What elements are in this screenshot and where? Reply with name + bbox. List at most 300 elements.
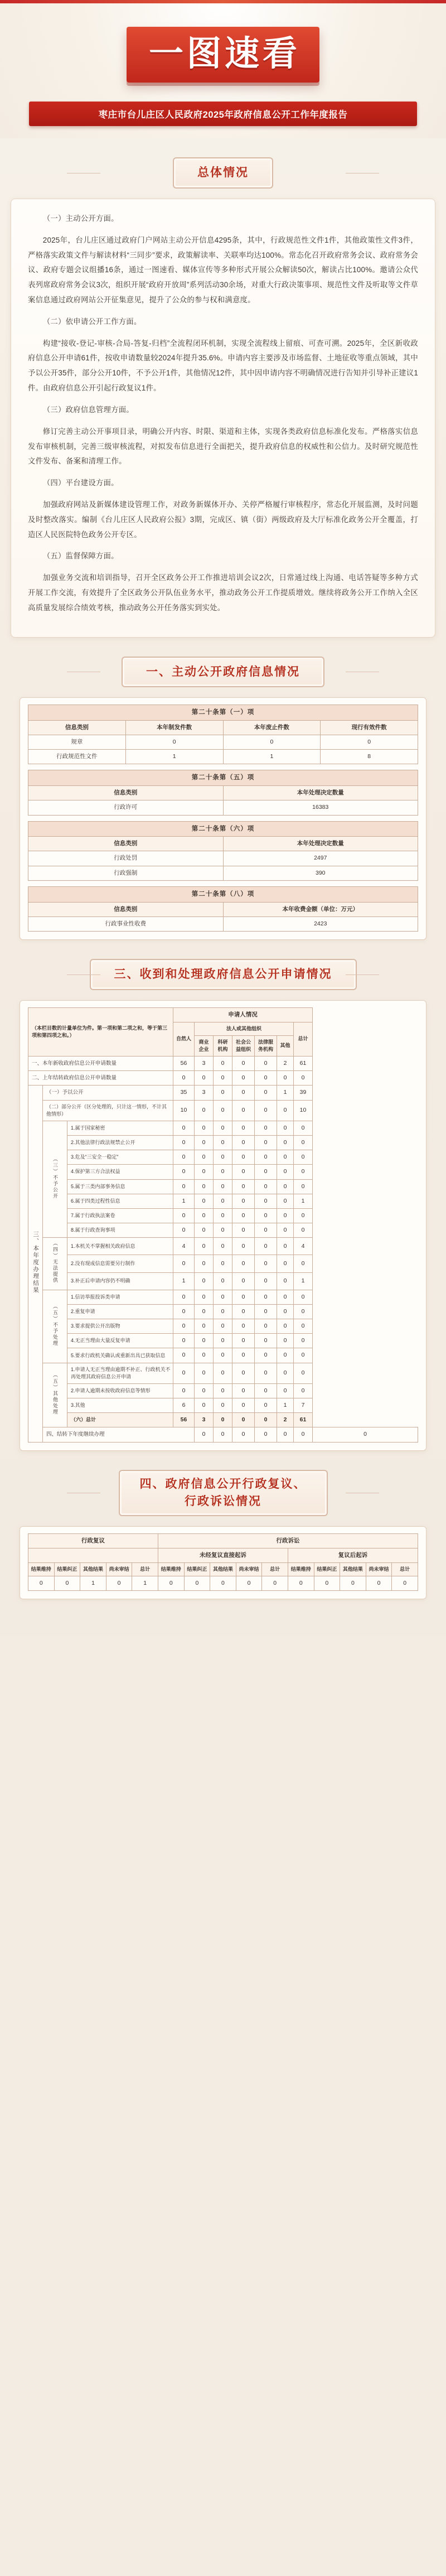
table-cell: 0 xyxy=(255,1194,277,1208)
table4-col: 结果纠正 xyxy=(314,1563,340,1576)
table-cell: 0 xyxy=(195,1238,214,1255)
table-cell: 0 xyxy=(255,1272,277,1290)
table-cell: 0 xyxy=(232,1363,255,1383)
table-cell: 0 xyxy=(232,1383,255,1398)
table4-col: 结果纠正 xyxy=(184,1563,210,1576)
table-cell: 0 xyxy=(214,1165,232,1179)
table-cell: 0 xyxy=(223,735,321,750)
table-cell: 0 xyxy=(255,1427,277,1442)
table-row xyxy=(28,886,418,902)
table3-subgroup-text: （五）不予处理 xyxy=(52,1303,59,1347)
table-cell: 0 xyxy=(255,1238,277,1255)
table-cell: 0 xyxy=(173,1071,195,1086)
overview-paragraph: 2025年，台儿庄区通过政府门户网站主动公开信息4295条，其中，行政规范性文件1件，其他政策性文件3件，严格落实政策文件与解读材料“三同步”要求，政策解读率、关联率均达100%。常态化召开政府常务会议、政府常务会议、政府专题会议组播16条，通过一图速看、媒体宣传等多种形式开展公众解读50次，解读占比100%。邀请公众代表列席政府常务会议3次，组织开展“政府开放周”系列活动30余场，对重大行政决策事项、规范性文件及听取等文件草案信息通过政府网站公开征集意见，提升了公众的参与权和满意度。 xyxy=(28,235,418,305)
table4-col: 总计 xyxy=(132,1563,158,1576)
table3-row-label: 2.申请人逾期未按收政府信息等情形 xyxy=(67,1383,173,1398)
table-cell: 1 xyxy=(173,1272,195,1290)
table-row xyxy=(28,1383,418,1398)
table-row xyxy=(28,1208,418,1223)
table-cell: 0 xyxy=(195,1165,214,1179)
table-cell: 4 xyxy=(294,1238,313,1255)
table-cell: 0 xyxy=(232,1319,255,1334)
table-cell: 0 xyxy=(232,1086,255,1100)
table-cell: 56 xyxy=(173,1056,195,1070)
table3 xyxy=(28,1007,418,1443)
table-cell: 0 xyxy=(214,1304,232,1319)
table3-row-label: 5.属于三类内部事务信息 xyxy=(67,1179,173,1194)
table-cell: 0 xyxy=(277,1135,294,1150)
table-cell: 0 xyxy=(214,1086,232,1100)
table4-col: 结果维持 xyxy=(28,1563,55,1576)
table-cell: 0 xyxy=(232,1071,255,1086)
table-cell: 0 xyxy=(232,1165,255,1179)
table-row xyxy=(28,750,418,764)
table-cell: 0 xyxy=(214,1255,232,1272)
table1-caption3: 第二十条第（六）项 xyxy=(28,821,418,837)
table1-head-1: 本年制发件数 xyxy=(125,720,223,735)
table-cell: 0 xyxy=(173,1135,195,1150)
table3-subgroup-text: （四）无法提供 xyxy=(52,1241,59,1284)
table-cell: 0 xyxy=(232,1121,255,1135)
table-cell: 0 xyxy=(255,1383,277,1398)
table-row xyxy=(28,1255,418,1272)
table-row xyxy=(28,705,418,721)
table-cell: 0 xyxy=(232,1223,255,1238)
table-cell: 2497 xyxy=(223,851,418,866)
table-cell: 1 xyxy=(132,1576,158,1591)
table-row xyxy=(28,851,418,866)
table-cell: 0 xyxy=(214,1135,232,1150)
table-cell: 行政事业性收费 xyxy=(28,916,224,931)
table-row xyxy=(28,1348,418,1363)
section-heading-4-line2: 行政诉讼情况 xyxy=(185,1495,261,1508)
table-cell: 1 xyxy=(277,1398,294,1413)
table1-caption4: 第二十条第（八）项 xyxy=(28,886,418,902)
table-cell: 0 xyxy=(195,1427,214,1442)
table-row xyxy=(28,786,418,800)
table-cell: 0 xyxy=(232,1179,255,1194)
table-cell: 1 xyxy=(294,1272,313,1290)
table3-row-label: 4.保护第三方合法权益 xyxy=(67,1165,173,1179)
table-cell: 56 xyxy=(173,1413,195,1427)
table-cell: 行政规范性文件 xyxy=(28,750,126,764)
table-cell: 0 xyxy=(255,1121,277,1135)
table-cell: 0 xyxy=(173,1319,195,1334)
table-cell: 0 xyxy=(195,1255,214,1272)
table-cell: 0 xyxy=(195,1290,214,1304)
table3-org-head: 科研机构 xyxy=(214,1035,232,1056)
table-cell: 0 xyxy=(232,1413,255,1427)
table-cell: 3 xyxy=(195,1413,214,1427)
table-row xyxy=(28,866,418,880)
table-cell: 0 xyxy=(294,1071,313,1086)
table-cell: 0 xyxy=(232,1100,255,1121)
section-heading-1 xyxy=(67,657,379,688)
table-cell: 0 xyxy=(277,1290,294,1304)
table-cell: 0 xyxy=(232,1150,255,1165)
table-cell: 0 xyxy=(277,1427,294,1442)
table-cell: 0 xyxy=(294,1135,313,1150)
table1-head: 信息类别 xyxy=(28,902,224,916)
table-cell: 0 xyxy=(214,1413,232,1427)
table3-row-label: 二、上年结转政府信息公开申请数量 xyxy=(28,1071,173,1086)
table-cell: 0 xyxy=(255,1255,277,1272)
table-cell: 0 xyxy=(294,1165,313,1179)
table-cell: 0 xyxy=(173,1383,195,1398)
table-cell: 0 xyxy=(214,1363,232,1383)
table-cell: 0 xyxy=(392,1576,418,1591)
table-cell: 0 xyxy=(321,735,418,750)
table-cell: 4 xyxy=(173,1238,195,1255)
table3-row-label: （六）总计 xyxy=(67,1413,173,1427)
table-row xyxy=(28,821,418,837)
table-row xyxy=(28,1427,418,1442)
table-cell: 0 xyxy=(195,1208,214,1223)
table-cell: 0 xyxy=(277,1121,294,1135)
table-cell: 0 xyxy=(255,1304,277,1319)
table3-subgroup-label-other xyxy=(43,1363,67,1427)
table-cell: 0 xyxy=(294,1334,313,1348)
table-cell: 0 xyxy=(255,1056,277,1070)
table-cell: 0 xyxy=(314,1576,340,1591)
table-cell: 0 xyxy=(294,1290,313,1304)
table-row xyxy=(28,1238,418,1255)
table3-row-label: 3.其他 xyxy=(67,1398,173,1413)
table-cell: 0 xyxy=(262,1576,288,1591)
table-cell: 1 xyxy=(223,750,321,764)
table3-vgroup-text: 三、本年度办理结果 xyxy=(32,1231,40,1294)
table-cell: 0 xyxy=(214,1238,232,1255)
table-row xyxy=(28,1334,418,1348)
table-requests xyxy=(20,1000,426,1451)
table-cell: 0 xyxy=(255,1319,277,1334)
table-cell: 行政许可 xyxy=(28,800,224,815)
table-cell: 0 xyxy=(214,1427,232,1442)
table-row xyxy=(28,1413,418,1427)
section-heading-3 xyxy=(67,959,379,990)
section-heading-4-line1: 四、政府信息公开行政复议、 xyxy=(139,1477,307,1490)
table3-row-label: 1.本机关不掌握相关政府信息 xyxy=(67,1238,173,1255)
table-cell: 61 xyxy=(294,1413,313,1427)
overview-paragraph: （二）依申请公开工作方面。 xyxy=(42,317,142,326)
table-cell: 0 xyxy=(173,1208,195,1223)
table-cell: 0 xyxy=(277,1363,294,1383)
table4-col: 其他结果 xyxy=(340,1563,366,1576)
table-row xyxy=(28,1398,418,1413)
table1d xyxy=(28,886,418,932)
table4-sub-direct: 未经复议直接起诉 xyxy=(158,1548,288,1562)
table-cell: 0 xyxy=(195,1319,214,1334)
table3-row-label: 1.申请人无正当理由逾期不补正、行政机关不再处理其政府信息公开申请 xyxy=(67,1363,173,1383)
table-row xyxy=(28,1135,418,1150)
table-cell: 0 xyxy=(277,1208,294,1223)
table-cell: 1 xyxy=(125,750,223,764)
table-cell: 0 xyxy=(294,1179,313,1194)
table-cell: 0 xyxy=(232,1208,255,1223)
table-cell: 0 xyxy=(195,1334,214,1348)
table-cell: 行政处罚 xyxy=(28,851,224,866)
table3-row-label: 2.其他法律行政法规禁止公开 xyxy=(67,1135,173,1150)
table3-subgroup-label xyxy=(43,1290,67,1363)
table4-col: 总计 xyxy=(392,1563,418,1576)
table-review-litigation xyxy=(20,1526,426,1600)
table-cell: 0 xyxy=(173,1223,195,1238)
table-cell: 1 xyxy=(277,1086,294,1100)
table4-group-review: 行政复议 xyxy=(28,1533,158,1548)
table-cell: 0 xyxy=(255,1165,277,1179)
table1-head: 信息类别 xyxy=(28,837,224,851)
table-cell: 0 xyxy=(232,1348,255,1363)
table-row xyxy=(28,1086,418,1100)
table-cell: 0 xyxy=(214,1290,232,1304)
table-row xyxy=(28,1165,418,1179)
table-cell: 1 xyxy=(80,1576,106,1591)
table-cell: 0 xyxy=(313,1427,418,1442)
table-row xyxy=(28,1319,418,1334)
table-cell: 0 xyxy=(255,1334,277,1348)
table1-head-2: 本年废止件数 xyxy=(223,720,321,735)
table4-col: 结果维持 xyxy=(288,1563,314,1576)
table-row xyxy=(28,1576,418,1591)
table-cell: 0 xyxy=(214,1121,232,1135)
table-cell: 0 xyxy=(173,1179,195,1194)
overview-paragraph: （三）政府信息管理方面。 xyxy=(42,405,134,414)
table-row xyxy=(28,735,418,750)
table-cell: 0 xyxy=(294,1304,313,1319)
table3-org-head: 商业企业 xyxy=(195,1035,214,1056)
table-cell: 0 xyxy=(214,1071,232,1086)
table-cell: 0 xyxy=(106,1576,132,1591)
table-row xyxy=(28,837,418,851)
table-row xyxy=(28,1223,418,1238)
table3-subgroup-label xyxy=(43,1121,67,1238)
table-cell: 0 xyxy=(214,1179,232,1194)
page-title: 一图速看 xyxy=(127,27,319,83)
table3-row-label: 5.要求行政机关确认或重新出具已获取信息 xyxy=(67,1348,173,1363)
table-cell: 0 xyxy=(277,1334,294,1348)
table-cell: 0 xyxy=(214,1319,232,1334)
table-cell: 0 xyxy=(195,1135,214,1150)
table-cell: 0 xyxy=(184,1576,210,1591)
table-cell: 0 xyxy=(232,1135,255,1150)
table-row xyxy=(28,1056,418,1070)
table-row xyxy=(28,1533,418,1548)
table-cell: 0 xyxy=(277,1100,294,1121)
overview-paragraph: 加强政府网站及新媒体建设管理工作，对政务新媒体开办、关停严格履行审核程序，常态化开展监测，及时问题及时整改落实。编制《台儿庄区人民政府公报》3期，完成区、镇（街）两级政府及大厅标准化政务公开全覆盖，打造区人民医院特色政务公开专区。 xyxy=(28,500,418,539)
table3-subhead-org: 法人或其他组织 xyxy=(195,1022,294,1035)
overview-paragraph: 构建“接收-登记-审核-合局-答复-归档”全流程闭环机制，实现全流程线上留痕、可查可溯。2025年，全区新收政府信息公开申请61件，按收申请数量较2024年提升35.6%。申请内容主要涉及市场监督、土地征收等重点领域，其中予以公开35件，部分公开10件，不予公开1件，其他情况12件，其中因申请内容不明确情况进行告知并引导补正建议1件。由政府信息公开引起行政复议1件。 xyxy=(28,339,418,393)
table4-col: 其他结果 xyxy=(210,1563,236,1576)
table3-row-label: （二）部分公开（区分处理的，只计这一情形，不计其他情形） xyxy=(43,1100,173,1121)
table-cell: 0 xyxy=(277,1319,294,1334)
table-cell: 0 xyxy=(173,1348,195,1363)
table-cell: 0 xyxy=(214,1208,232,1223)
table-cell: 0 xyxy=(277,1383,294,1398)
table-row xyxy=(28,1071,418,1086)
table-cell: 0 xyxy=(28,1576,55,1591)
table-cell: 0 xyxy=(173,1290,195,1304)
table-cell: 2423 xyxy=(223,916,418,931)
table-cell: 0 xyxy=(195,1194,214,1208)
table-cell: 0 xyxy=(277,1238,294,1255)
table-cell: 0 xyxy=(232,1194,255,1208)
table-cell: 39 xyxy=(294,1086,313,1100)
table-cell: 0 xyxy=(255,1413,277,1427)
table-cell: 0 xyxy=(195,1179,214,1194)
overview-paragraph: 修订完善主动公开事项目录，明确公开内容、时限、渠道和主体，实现各类政府信息标准化发布。严格落实信息发布审核机制，完善三级审核流程，对拟发布信息进行全面把关，提升政府信息的权威性和公信力。及时研究规范性文件发布、备案和清理工作。 xyxy=(28,427,418,466)
table-row xyxy=(28,916,418,931)
table4-col: 尚未审结 xyxy=(366,1563,392,1576)
table-row xyxy=(28,1290,418,1304)
table-cell: 0 xyxy=(195,1150,214,1165)
table-cell: 2 xyxy=(277,1056,294,1070)
table3-row-label: 一、本年新收政府信息公开申请数量 xyxy=(28,1056,173,1070)
table-row xyxy=(28,1304,418,1319)
table1c xyxy=(28,821,418,881)
overview-paragraph: （五）监督保障方面。 xyxy=(42,552,119,561)
table-cell: 0 xyxy=(255,1135,277,1150)
table-cell: 0 xyxy=(195,1121,214,1135)
table-cell: 0 xyxy=(277,1071,294,1086)
table4-col: 尚未审结 xyxy=(236,1563,262,1576)
table-cell: 0 xyxy=(232,1272,255,1290)
table-cell: 0 xyxy=(294,1223,313,1238)
table-cell: 0 xyxy=(173,1334,195,1348)
page-subtitle: 枣庄市台儿庄区人民政府2025年政府信息公开工作年度报告 xyxy=(29,102,417,126)
section-heading-overview xyxy=(67,157,379,189)
table-cell: 0 xyxy=(255,1398,277,1413)
table-cell: 0 xyxy=(255,1100,277,1121)
table-cell: 0 xyxy=(232,1304,255,1319)
table-row xyxy=(28,1548,418,1562)
table1-head: 信息类别 xyxy=(28,786,224,800)
hero-header xyxy=(0,0,446,138)
table-cell: 0 xyxy=(294,1363,313,1383)
table-cell: 0 xyxy=(294,1348,313,1363)
table-row xyxy=(28,720,418,735)
overview-card xyxy=(11,199,435,638)
table-cell: 0 xyxy=(232,1056,255,1070)
table1-head: 本年处理决定数量 xyxy=(223,837,418,851)
table3-row-label: 2.重复申请 xyxy=(67,1304,173,1319)
table-row xyxy=(28,1194,418,1208)
table-cell: 35 xyxy=(173,1086,195,1100)
table-cell: 61 xyxy=(294,1056,313,1070)
table-cell: 6 xyxy=(173,1398,195,1413)
table-cell: 0 xyxy=(255,1179,277,1194)
table4-group-litigation: 行政诉讼 xyxy=(158,1533,418,1548)
table-cell: 0 xyxy=(173,1121,195,1135)
table-cell: 0 xyxy=(294,1208,313,1223)
table3-group-head: 申请人情况 xyxy=(173,1007,313,1022)
section-heading-3-label: 三、收到和处理政府信息公开申请情况 xyxy=(90,959,357,990)
table-cell: 2 xyxy=(277,1413,294,1427)
table3-subgroup-text: （五）其他处理 xyxy=(52,1372,59,1415)
table3-org-head: 其他 xyxy=(277,1035,294,1056)
table-cell: 规章 xyxy=(28,735,126,750)
table-cell: 10 xyxy=(173,1100,195,1121)
table-cell: 0 xyxy=(195,1071,214,1086)
table-row xyxy=(28,1272,418,1290)
table4-col: 尚未审结 xyxy=(106,1563,132,1576)
table-cell: 0 xyxy=(173,1255,195,1272)
table-cell: 0 xyxy=(232,1238,255,1255)
table4 xyxy=(28,1533,418,1591)
table1b xyxy=(28,770,418,815)
table-cell: 0 xyxy=(173,1363,195,1383)
table3-note: （本栏目数的计量单位为件。第一项和第二项之和，等于第三项和第四项之和。） xyxy=(28,1007,173,1056)
table4-col: 其他结果 xyxy=(80,1563,106,1576)
table4-col: 结果维持 xyxy=(158,1563,184,1576)
table1-caption1: 第二十条第（一）项 xyxy=(28,705,418,721)
table4-col: 结果纠正 xyxy=(54,1563,80,1576)
table-cell: 0 xyxy=(173,1304,195,1319)
table-cell: 0 xyxy=(232,1334,255,1348)
table-cell: 0 xyxy=(214,1056,232,1070)
table-row xyxy=(28,1100,418,1121)
table-row xyxy=(28,1363,418,1383)
table-cell: 0 xyxy=(255,1290,277,1304)
table-cell: 0 xyxy=(294,1255,313,1272)
table-cell: 0 xyxy=(195,1100,214,1121)
table-row xyxy=(28,1179,418,1194)
table3-subgroup-label xyxy=(43,1238,67,1290)
table-cell: 0 xyxy=(255,1086,277,1100)
section-heading-4 xyxy=(67,1470,379,1516)
table-cell: 0 xyxy=(195,1304,214,1319)
table-row xyxy=(28,1150,418,1165)
table3-subgroup-text: （三）不予公开 xyxy=(52,1156,59,1199)
table-cell: 0 xyxy=(214,1150,232,1165)
table-cell: 行政强制 xyxy=(28,866,224,880)
table-cell: 0 xyxy=(214,1223,232,1238)
table-row xyxy=(28,1563,418,1576)
table-cell: 0 xyxy=(195,1272,214,1290)
table-cell: 0 xyxy=(195,1348,214,1363)
table-cell: 0 xyxy=(277,1194,294,1208)
table-cell: 0 xyxy=(232,1255,255,1272)
table-cell: 0 xyxy=(173,1165,195,1179)
table-cell: 0 xyxy=(214,1398,232,1413)
table-cell: 0 xyxy=(54,1576,80,1591)
overview-paragraph: 加强业务交流和培训指导，召开全区政务公开工作推进培训会议2次，日常通过线上沟通、电话答疑等多种方式开展工作交流，有效提升了全区政务公开队伍业务水平，推动政务公开工作提质增效。继续将政务公开工作纳入全区高质量发展综合绩效考核，推动政务公开任务落实到实处。 xyxy=(28,573,418,612)
table3-row-label: 3.危及“三安全一稳定” xyxy=(67,1150,173,1165)
table-cell: 3 xyxy=(195,1056,214,1070)
table3-row-label: 6.属于四类过程性信息 xyxy=(67,1194,173,1208)
table-row xyxy=(28,770,418,786)
table-cell: 0 xyxy=(366,1576,392,1591)
table-cell: 10 xyxy=(294,1100,313,1121)
overview-paragraph: （一）主动公开方面。 xyxy=(42,214,119,223)
table-cell: 1 xyxy=(173,1194,195,1208)
table-cell: 0 xyxy=(255,1223,277,1238)
table-cell: 0 xyxy=(294,1121,313,1135)
table-cell: 3 xyxy=(195,1086,214,1100)
table-cell: 0 xyxy=(214,1348,232,1363)
table3-subhead-total: 总计 xyxy=(294,1022,313,1056)
table4-col: 总计 xyxy=(262,1563,288,1576)
table-cell: 0 xyxy=(277,1255,294,1272)
table-cell: 0 xyxy=(214,1100,232,1121)
table-cell: 0 xyxy=(277,1179,294,1194)
table-cell: 0 xyxy=(195,1383,214,1398)
table3-org-head: 社会公益组织 xyxy=(232,1035,255,1056)
table-cell: 0 xyxy=(294,1383,313,1398)
table3-row-label: （一）予以公开 xyxy=(43,1086,173,1100)
table-cell: 8 xyxy=(321,750,418,764)
table3-row-label: 1.信访举报投诉类申请 xyxy=(67,1290,173,1304)
table3-row-label: 8.属于行政查询事项 xyxy=(67,1223,173,1238)
